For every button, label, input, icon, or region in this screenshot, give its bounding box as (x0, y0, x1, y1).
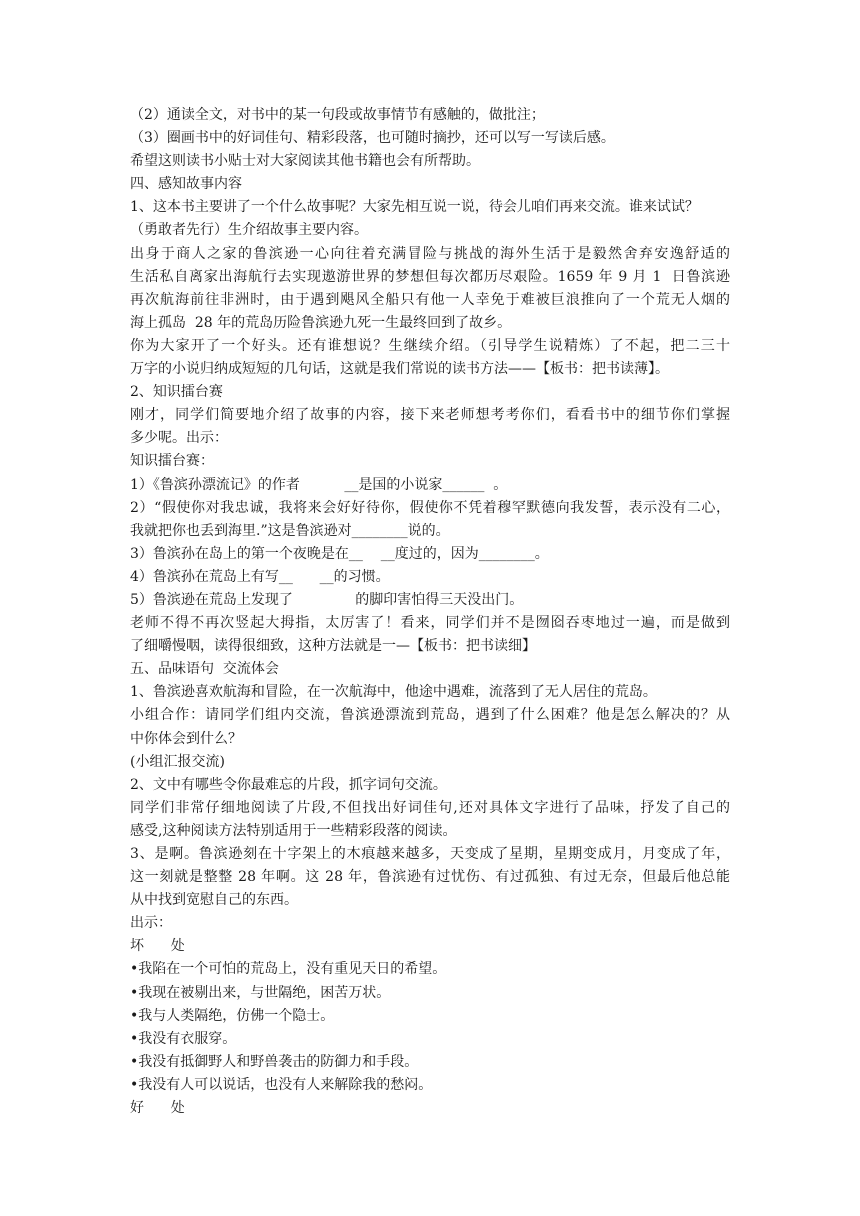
text-line: 5）鲁滨逊在荒岛上发现了 的脚印害怕得三天没出门。 (130, 591, 524, 608)
text-line: 知识擂台赛： (130, 453, 214, 470)
text-line: •我现在被剔出来，与世隔绝，困苦万状。 (130, 984, 391, 1001)
text-line: 2、文中有哪些令你最难忘的片段，抓字词句交流。 (130, 776, 447, 793)
text-line: 出示： (130, 915, 172, 932)
text-line: （2）通读全文，对书中的某一句段或故事情节有感触的，做批注； (130, 107, 545, 123)
text-line: 我就把你也丢到海里.”这是鲁滨逊对________说的。 (130, 522, 450, 539)
text-line: •我没有人可以说话，也没有人来解除我的愁闷。 (130, 1076, 433, 1093)
text-line: 刚才，同学们简要地介绍了故事的内容，接下来老师想考考你们，看看书中的细节你们掌握 (130, 407, 730, 424)
text-line: 1、鲁滨逊喜欢航海和冒险，在一次航海中，他途中遇难，流落到了无人居住的荒岛。 (130, 684, 657, 701)
text-line: 老师不得不再次竖起大拇指，太厉害了！看来，同学们并不是囫囵吞枣地过一遍，而是做到 (130, 615, 730, 632)
text-line: 希望这则读书小贴士对大家阅读其他书籍也会有所帮助。 (130, 153, 480, 170)
text-line: 1、这本书主要讲了一个什么故事呢？大家先相互说一说，待会儿咱们再来交流。谁来试试？ (130, 199, 699, 216)
text-line: •我与人类隔绝，仿佛一个隐士。 (130, 1007, 335, 1024)
text-line: 4）鲁滨孙在荒岛上有写__ __的习惯。 (130, 568, 390, 585)
text-line: 出身于商人之家的鲁滨逊一心向往着充满冒险与挑战的海外生活于是毅然舍弃安逸舒适的 (130, 245, 730, 262)
text-line: 1）《鲁滨孙漂流记》的作者 __是国的小说家______ 。 (130, 476, 508, 493)
text-line: 好 处 (130, 1100, 185, 1117)
text-line: (小组汇报交流) (130, 753, 225, 770)
text-line: （3）圈画书中的好词佳句、精彩段落，也可随时摘抄，还可以写一写读后感。 (130, 130, 615, 147)
text-line: 海上孤岛 28 年的荒岛历险鲁滨逊九死一生最终回到了故乡。 (130, 314, 512, 331)
text-line: 小组合作：请同学们组内交流，鲁滨逊漂流到荒岛，遇到了什么困难？他是怎么解决的？从 (130, 707, 730, 724)
text-line: 四、感知故事内容 (130, 176, 242, 193)
text-line: 2）“假使你对我忠诚，我将来会好好待你，假使你不凭着穆罕默德向我发誓，表示没有二心， (130, 499, 730, 516)
text-line: 五、品味语句 交流体会 (130, 661, 279, 678)
text-line: 了细嚼慢咽，读得很细致，这种方法就是一—【板书：把书读细】 (130, 638, 536, 655)
text-line: 2、知识擂台赛 (130, 384, 223, 401)
text-line: 你为大家开了一个好头。还有谁想说？生继续介绍。（引导学生说精炼）了不起，把二三十 (130, 337, 730, 354)
text-line: 同学们非常仔细地阅读了片段,不但找出好词佳句,还对具体文字进行了品味，抒发了自己的 (130, 799, 730, 816)
text-line: 这一刻就是整整 28 年啊。这 28 年，鲁滨逊有过忧伤、有过孤独、有过无奈，但最后他总能 (130, 869, 730, 886)
text-line: 再次航海前往非洲时，由于遇到飓风全船只有他一人幸免于难被巨浪推向了一个荒无人烟的 (130, 291, 730, 308)
text-line: 多少呢。出示： (130, 430, 228, 447)
text-line: 生活私自离家出海航行去实现遨游世界的梦想但每次都历尽艰险。1659 年 9 月 1 日鲁滨逊 (130, 268, 730, 285)
document-page (130, 104, 730, 1120)
text-line: 万字的小说归纳成短短的几句话，这就是我们常说的读书方法——【板书：把书读薄】。 (130, 361, 669, 378)
text-line: 坏 处 (130, 938, 185, 955)
text-line: •我陷在一个可怕的荒岛上，没有重见天日的希望。 (130, 961, 447, 978)
text-line: •我没有抵御野人和野兽袭击的防御力和手段。 (130, 1053, 419, 1070)
text-line: 3、是啊。鲁滨逊刻在十字架上的木痕越来越多，天变成了星期，星期变成月，月变成了年， (130, 846, 730, 862)
text-line: 从中找到宽慰自己的东西。 (130, 892, 298, 909)
text-line: 中你体会到什么？ (130, 730, 242, 747)
text-line: 感受,这种阅读方法特别适用于一些精彩段落的阅读。 (130, 822, 457, 839)
text-line: •我没有衣服穿。 (130, 1030, 237, 1047)
text-line: 3）鲁滨孙在岛上的第一个夜晚是在__ __度过的，因为________。 (130, 545, 549, 562)
text-line: （勇敢者先行）生介绍故事主要内容。 (130, 222, 368, 239)
